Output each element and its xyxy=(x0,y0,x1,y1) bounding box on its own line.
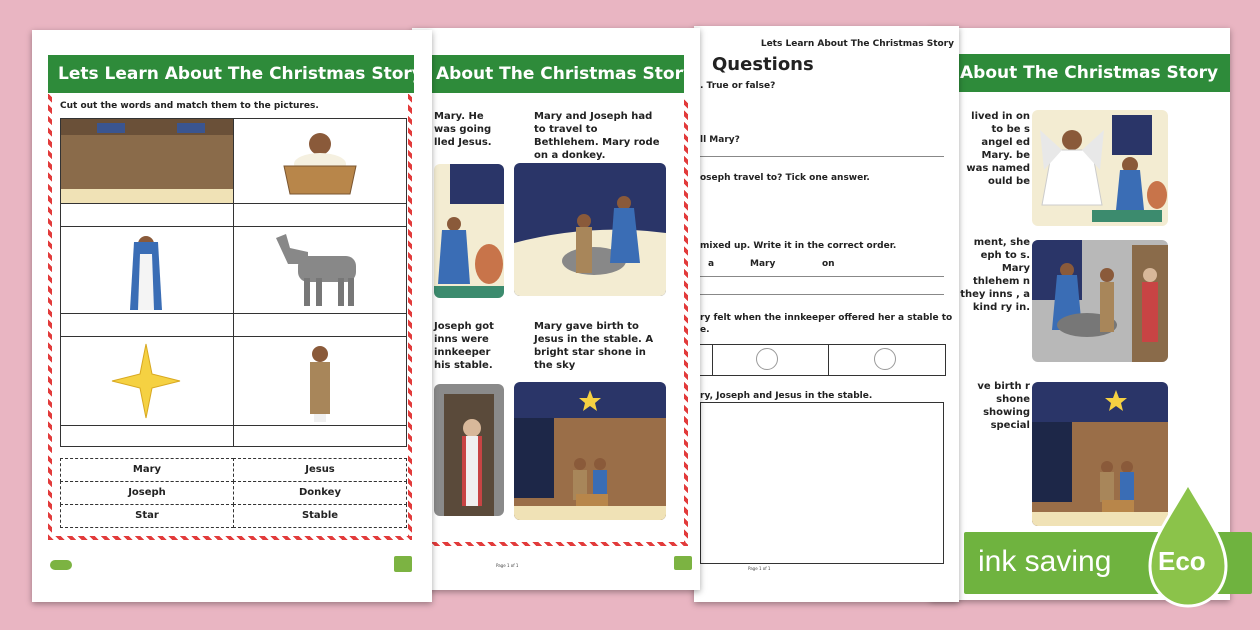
word-card-donkey[interactable]: Donkey xyxy=(233,481,407,505)
answer-line-4b xyxy=(700,294,944,295)
story-panel-1-text: Mary. He was going lled Jesus. xyxy=(434,111,492,148)
page-2-header: About The Christmas Story xyxy=(412,55,684,93)
neutral-face-icon[interactable] xyxy=(756,348,778,370)
q4-word-1: a xyxy=(708,259,715,269)
word-card-jesus[interactable]: Jesus xyxy=(233,458,407,482)
question-3: oseph travel to? Tick one answer. xyxy=(700,173,870,183)
story-page-label: Page 1 of 1 xyxy=(496,563,519,568)
questions-heading: Questions xyxy=(712,54,814,75)
word-card-joseph[interactable]: Joseph xyxy=(60,481,234,505)
page-1-border-left xyxy=(48,94,52,540)
question-2: ll Mary? xyxy=(700,135,740,145)
worksheet-page-1 xyxy=(32,30,432,602)
journey-picture xyxy=(1032,240,1168,362)
angel-picture xyxy=(1032,110,1168,226)
donkey-picture xyxy=(268,230,368,312)
mary-picture xyxy=(434,164,504,298)
birth-of-jesus-picture xyxy=(514,382,666,520)
page-4-text-2: ment, she eph to s. Mary thlehem n they inns , a kind ry in. xyxy=(960,237,1030,313)
feelings-divider-1 xyxy=(712,344,713,376)
drawing-box[interactable] xyxy=(700,402,944,564)
page-2-border-right xyxy=(684,98,688,546)
page-1-footer-badge xyxy=(394,556,412,572)
page-4-text-1: lived in on to be s angel ed Mary. be was named ould be xyxy=(966,111,1030,187)
word-card-star[interactable]: Star xyxy=(60,504,234,528)
question-6: ry, Joseph and Jesus in the stable. xyxy=(700,391,873,401)
answer-line-2 xyxy=(700,156,944,157)
answer-line-4 xyxy=(700,276,944,277)
mary-figure-picture xyxy=(124,230,168,312)
page-1-border-bottom xyxy=(48,536,412,540)
questions-page-label: Page 1 of 1 xyxy=(748,566,771,571)
q4-word-3: on xyxy=(822,259,835,269)
question-5b: e. xyxy=(700,325,710,335)
label-space-4 xyxy=(233,313,407,337)
baby-jesus-picture xyxy=(264,122,374,200)
word-card-mary[interactable]: Mary xyxy=(60,458,234,482)
worksheet-page-2 xyxy=(412,28,700,590)
ink-saving-label: ink saving xyxy=(978,545,1112,578)
feelings-table xyxy=(694,344,946,376)
journey-to-bethlehem-picture xyxy=(514,163,666,296)
questions-top-title: Lets Learn About The Christmas Story xyxy=(760,39,954,49)
star-picture xyxy=(110,342,182,420)
eco-label: Eco xyxy=(1158,546,1206,576)
page-4-text-3: ve birth r shone showing special xyxy=(977,381,1030,431)
label-space-3 xyxy=(60,313,234,337)
question-5: ry felt when the innkeeper offered her a stable to xyxy=(700,313,953,323)
joseph-figure-picture xyxy=(300,342,340,422)
sad-face-icon[interactable] xyxy=(874,348,896,370)
word-card-stable[interactable]: Stable xyxy=(233,504,407,528)
worksheet-page-3 xyxy=(694,26,959,602)
page-4-header: About The Christmas Story xyxy=(930,54,1230,92)
page-1-header: Lets Learn About The Christmas Story xyxy=(48,55,414,93)
label-space-5 xyxy=(60,425,234,447)
question-1: . True or false? xyxy=(700,81,776,91)
story-panel-2-text: Mary and Joseph had to travel to Bethlehem. Mary rode on a donkey. xyxy=(534,111,660,161)
page-2-border-bottom xyxy=(412,542,688,546)
q4-word-2: Mary xyxy=(750,259,776,269)
label-space-2 xyxy=(233,203,407,227)
innkeeper-picture xyxy=(434,384,504,516)
feelings-divider-2 xyxy=(828,344,829,376)
question-4: mixed up. Write it in the correct order. xyxy=(700,241,897,251)
page-1-border-right xyxy=(408,94,412,540)
label-space-6 xyxy=(233,425,407,447)
story-panel-4-text: Mary gave birth to Jesus in the stable. A bright star shone in the sky xyxy=(534,321,654,371)
stable-picture xyxy=(61,119,233,203)
page-2-footer-logo xyxy=(674,556,692,570)
story-panel-3-text: Joseph got inns were innkeeper his stable. xyxy=(434,321,494,371)
matching-instruction: Cut out the words and match them to the pictures. xyxy=(60,101,319,111)
page-1-footer-logo xyxy=(50,560,72,570)
label-space-1 xyxy=(60,203,234,227)
